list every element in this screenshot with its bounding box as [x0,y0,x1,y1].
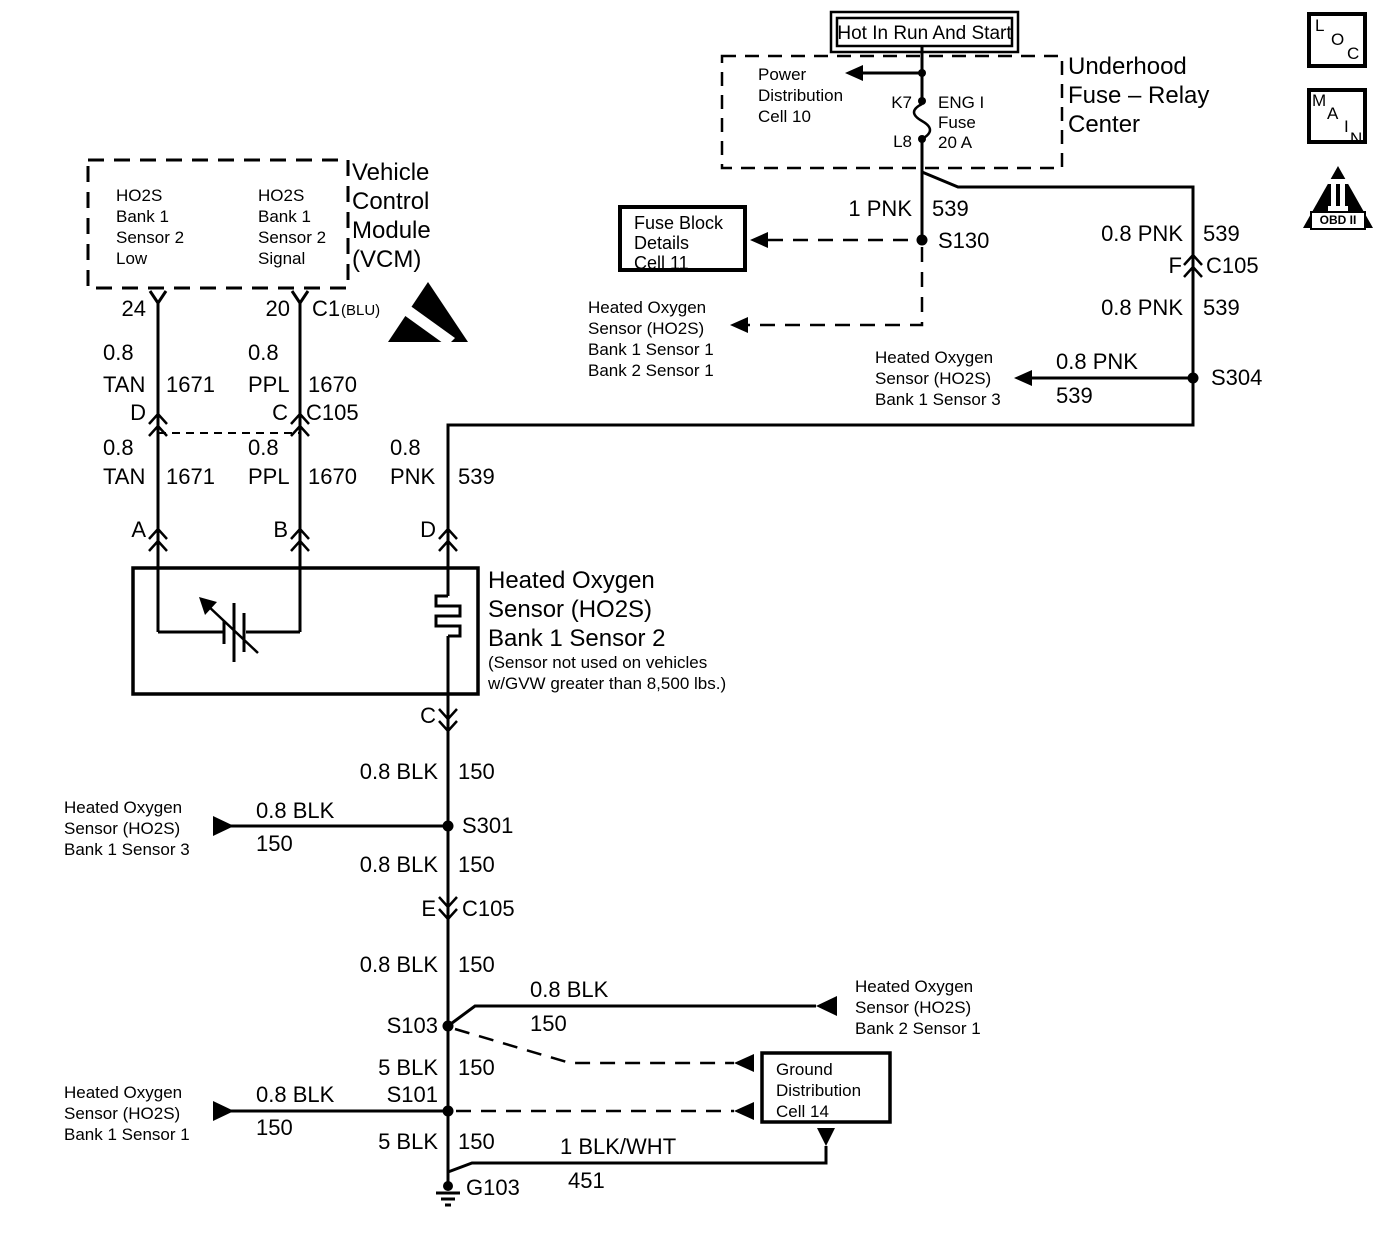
s101-wire-circuit: 150 [256,1115,293,1140]
connector-c1: C1 [312,296,341,321]
tan-upper-circuit: 1671 [166,372,215,397]
s304-branch-arrow [1014,370,1032,386]
tan-upper-size: 0.8 [103,340,134,365]
g3-circuit: 150 [458,952,495,977]
cell14-lower-barb [734,1102,754,1120]
cell14-upper-barb [734,1054,754,1072]
sensor-title-3: Bank 1 Sensor 2 [488,625,666,652]
pin-a: A [131,517,146,542]
fuse-name-1: ENG I [938,93,985,112]
power-dist-ref-2: Distribution [758,86,844,105]
vcm-title-2: Control [352,188,430,215]
vcm-title-3: Module [352,217,431,244]
fuse-name-3: 20 A [938,133,973,152]
fuse-name-2: Fuse [938,113,976,132]
connector-c105-f: C105 [1206,253,1259,278]
tan-lower-size: 0.8 [103,435,134,460]
sensor-note-2: w/GVW greater than 8,500 lbs.) [488,674,727,693]
ppl-upper-circuit: 1670 [308,372,357,397]
g2-circuit: 150 [458,852,495,877]
ppl-upper-color: PPL [248,372,290,397]
splice-s304: S304 [1211,365,1263,390]
sensor-title-1: Heated Oxygen [488,567,655,594]
tan-lower-color: TAN [103,464,146,489]
s103-wire-label: 0.8 BLK [530,977,609,1002]
obd2-label: OBD II [1319,213,1357,227]
esd-symbol-icon [388,282,468,346]
ho2s-b1s1-ref-2: Sensor (HO2S) [64,1104,181,1123]
main-letter-m: M [1312,91,1327,110]
underhood-title-1: Underhood [1068,53,1187,80]
pin-20: 20 [265,296,290,321]
ho2s-b1s3-upper-ref-3: Bank 1 Sensor 3 [875,390,1001,409]
wire-08pnk-upper-label: 0.8 PNK [1101,221,1183,246]
sensor-title-2: Sensor (HO2S) [488,596,653,623]
ppl-lower-circuit: 1670 [308,464,357,489]
ho2s-b1s3-ref-3: Bank 1 Sensor 3 [64,840,190,859]
ho2s-b2s1-ref-2: Sensor (HO2S) [855,998,972,1017]
loc-letter-l: L [1315,16,1325,35]
ho2s-b1s3-upper-ref-2: Sensor (HO2S) [875,369,992,388]
s101-branch-barb [213,1101,234,1121]
ppl-lower-size: 0.8 [248,435,279,460]
ground-dist-ref-3: Cell 14 [776,1102,829,1121]
ho2s-b2s1-ref-1: Heated Oxygen [855,977,974,996]
cell14-bottom-arrow [817,1128,835,1146]
underhood-title-2: Fuse – Relay [1068,82,1210,109]
pin-c-sensor: C [420,703,436,728]
wire-08pnk-lower-circuit: 539 [1203,295,1240,320]
loc-letter-c: C [1347,44,1360,63]
fuse-terminal-l8: L8 [893,132,912,151]
pin-f: F [1168,253,1182,278]
g1-circuit: 150 [458,759,495,784]
power-dist-ref-1: Power [758,65,807,84]
connector-c105-e: C105 [462,896,515,921]
loc-letter-o: O [1331,30,1345,49]
g4-circuit: 150 [458,1055,495,1080]
main-letter-n: N [1350,129,1363,148]
wire-1pnk-label: 1 PNK [848,196,912,221]
blkwht-wire-label: 1 BLK/WHT [560,1134,677,1159]
tan-lower-circuit: 1671 [166,464,215,489]
ppl-upper-size: 0.8 [248,340,279,365]
vcm-left-pin-1: HO2S [116,186,163,205]
vcm-left-pin-4: Low [116,249,148,268]
ho2s-front-ref-2: Sensor (HO2S) [588,319,705,338]
fuse-block-ref-1: Fuse Block [634,213,724,233]
ppl-lower-color: PPL [248,464,290,489]
wire-08pnk-upper-circuit: 539 [1203,221,1240,246]
power-dist-arrow [845,65,863,81]
wire-1pnk-circuit: 539 [932,196,969,221]
g3-label: 0.8 BLK [359,952,438,977]
vcm-pin-wires [150,291,308,632]
tan-upper-color: TAN [103,372,146,397]
ground-g103: G103 [466,1175,520,1200]
ground-dist-ref-2: Distribution [776,1081,862,1100]
ho2s-b1s1-ref-1: Heated Oxygen [64,1083,183,1102]
s101-wire-label: 0.8 BLK [256,1082,335,1107]
splice-s130: S130 [938,228,990,253]
sensor-element-icon [158,603,300,662]
vcm-title-1: Vehicle [352,159,430,186]
ho2s-front-ref-4: Bank 2 Sensor 1 [588,361,714,380]
ho2s-b1s3-ref-2: Sensor (HO2S) [64,819,181,838]
s103-wire-circuit: 150 [530,1011,567,1036]
splice-s301: S301 [462,813,514,838]
pnk-lower-size: 0.8 [390,435,421,460]
fuse-block-ref-2: Details [634,233,690,253]
ho2s-b1s1-ref-3: Bank 1 Sensor 1 [64,1125,190,1144]
vcm-right-pin-2: Bank 1 [258,207,311,226]
connector-c1-color: (BLU) [341,302,381,319]
ground-dist-ref-1: Ground [776,1060,833,1079]
s304-wire-label: 0.8 PNK [1056,349,1138,374]
blkwht-wire-circuit: 451 [568,1168,605,1193]
fuse-block-ref-3: Cell 11 [634,253,689,273]
ground-symbol-icon [436,1193,460,1205]
pin-c-upper: C [272,400,288,425]
fuse-element-icon [914,104,930,139]
ho2s-b1s3-upper-ref-1: Heated Oxygen [875,348,994,367]
ho2s-front-arrow [730,317,748,333]
pnk-lower-color: PNK [390,464,436,489]
pin-b: B [273,517,288,542]
power-dist-ref-3: Cell 10 [758,107,811,126]
heater-element-icon [436,596,460,636]
g1-label: 0.8 BLK [359,759,438,784]
ho2s-front-ref-1: Heated Oxygen [588,298,707,317]
connector-c105-dc: C105 [306,400,359,425]
g4-label: 5 BLK [378,1055,438,1080]
g2-label: 0.8 BLK [359,852,438,877]
ho2s-b2s1-ref-3: Bank 2 Sensor 1 [855,1019,981,1038]
s103-branch-barb [816,996,837,1016]
s301-wire-label: 0.8 BLK [256,798,335,823]
vcm-title-4: (VCM) [352,246,422,273]
ho2s-b1s3-ref-1: Heated Oxygen [64,798,183,817]
fuse-block-arrow [750,232,768,248]
s304-wire-circuit: 539 [1056,383,1093,408]
s301-branch-barb [213,816,234,836]
vcm-right-pin-1: HO2S [258,186,305,205]
splice-s101: S101 [386,1082,438,1107]
g5-circuit: 150 [458,1129,495,1154]
pin-24: 24 [121,296,146,321]
vcm-left-pin-2: Bank 1 [116,207,169,226]
hot-in-run-label: Hot In Run And Start [837,23,1012,44]
vcm-right-pin-4: Signal [258,249,306,268]
vcm-left-pin-3: Sensor 2 [116,228,185,247]
underhood-title-3: Center [1068,111,1141,138]
pin-e: E [421,896,436,921]
pin-d-sensor: D [420,517,436,542]
main-letter-a: A [1327,104,1339,123]
fuse-terminal-k7: K7 [891,93,912,112]
vcm-right-pin-3: Sensor 2 [258,228,327,247]
main-letter-i: I [1344,117,1349,136]
wire-08pnk-lower-label: 0.8 PNK [1101,295,1183,320]
sensor-note-1: (Sensor not used on vehicles [488,653,708,672]
pin-d-upper: D [130,400,146,425]
s301-wire-circuit: 150 [256,831,293,856]
g5-label: 5 BLK [378,1129,438,1154]
ho2s-front-ref-3: Bank 1 Sensor 1 [588,340,714,359]
pnk-lower-circuit: 539 [458,464,495,489]
splice-s103: S103 [386,1013,438,1038]
